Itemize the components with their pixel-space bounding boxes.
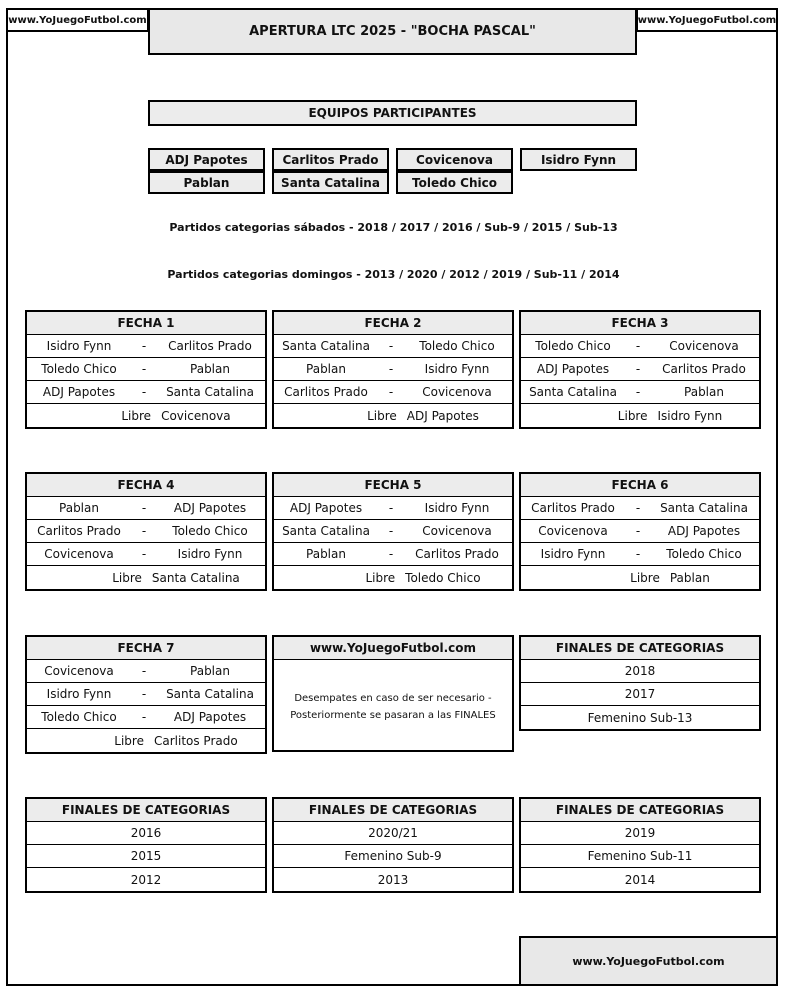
note-block (272, 635, 514, 752)
note-line-1: Desempates en caso de ser necesario - (294, 693, 492, 704)
match-separator: - (635, 339, 641, 353)
categoria-row: 2015 (27, 845, 265, 868)
match-row (27, 660, 265, 683)
team-cell: Isidro Fynn (520, 148, 637, 171)
categoria-row: 2014 (624, 872, 656, 887)
match-row (27, 543, 265, 566)
libre-team: Pablan (669, 570, 710, 585)
home-team: Carlitos Prado (531, 501, 615, 515)
match-row (27, 683, 265, 706)
match-separator: - (141, 687, 147, 701)
finales-title: FINALES DE CATEGORIAS (274, 799, 512, 822)
away-team: Toledo Chico (419, 339, 495, 353)
match-separator: - (388, 547, 394, 561)
match-row (274, 543, 512, 566)
match-row (521, 335, 759, 358)
match-separator: - (141, 385, 147, 399)
libre-label: Libre (365, 570, 396, 585)
home-team: Toledo Chico (41, 362, 117, 376)
away-team: ADJ Papotes (173, 501, 247, 515)
fecha-title: FECHA 1 (27, 312, 265, 335)
match-row (521, 497, 759, 520)
libre-team: Santa Catalina (151, 570, 240, 585)
match-row (27, 706, 265, 729)
away-team: Toledo Chico (666, 547, 742, 561)
match-row (274, 497, 512, 520)
footer-site-link[interactable]: www.YoJuegoFutbol.com (519, 936, 778, 986)
match-separator: - (141, 710, 147, 724)
categoria-row: 2016 (27, 822, 265, 845)
home-team: Santa Catalina (282, 339, 370, 353)
note-line-2: Posteriormente se pasaran a las FINALES (290, 710, 496, 721)
home-team: Toledo Chico (535, 339, 611, 353)
away-team: Covicenova (422, 385, 492, 399)
fecha-block (272, 472, 514, 591)
home-team: ADJ Papotes (42, 385, 116, 399)
finales-block (519, 635, 761, 731)
match-separator: - (141, 501, 147, 515)
libre-row (274, 566, 512, 589)
home-team: Santa Catalina (529, 385, 617, 399)
match-row (27, 358, 265, 381)
fecha-title: FECHA 6 (521, 474, 759, 497)
match-row (27, 520, 265, 543)
categoria-row: 2018 (521, 660, 759, 683)
page-title: APERTURA LTC 2025 - "BOCHA PASCAL" (148, 8, 637, 55)
fecha-block (519, 310, 761, 429)
team-cell: Carlitos Prado (272, 148, 389, 171)
libre-team: Toledo Chico (405, 570, 481, 585)
libre-row (521, 404, 759, 427)
match-separator: - (635, 524, 641, 538)
libre-row (274, 404, 512, 427)
home-team: Pablan (59, 501, 99, 515)
away-team: Santa Catalina (660, 501, 748, 515)
site-link-right[interactable]: www.YoJuegoFutbol.com (636, 8, 778, 32)
match-separator: - (635, 362, 641, 376)
match-row (521, 543, 759, 566)
match-separator: - (388, 524, 394, 538)
libre-team: ADJ Papotes (406, 408, 479, 423)
match-row (274, 335, 512, 358)
finales-title: FINALES DE CATEGORIAS (27, 799, 265, 822)
fecha-block (25, 635, 267, 754)
match-row (521, 381, 759, 404)
site-link-left[interactable]: www.YoJuegoFutbol.com (6, 8, 149, 32)
away-team: Santa Catalina (166, 687, 254, 701)
home-team: Isidro Fynn (46, 687, 112, 701)
categoria-row: 2020/21 (274, 822, 512, 845)
libre-row (27, 729, 265, 752)
libre-row (27, 566, 265, 589)
away-team: Toledo Chico (172, 524, 248, 538)
match-separator: - (388, 362, 394, 376)
libre-label: Libre (630, 570, 660, 585)
away-team: Carlitos Prado (168, 339, 252, 353)
away-team: Isidro Fynn (424, 362, 490, 376)
match-separator: - (141, 664, 147, 678)
match-separator: - (635, 385, 641, 399)
fecha-title: FECHA 2 (274, 312, 512, 335)
match-separator: - (141, 547, 147, 561)
categoria-row: 2017 (521, 683, 759, 706)
info-sabados: Partidos categorias sábados - 2018 / 2017 / 2016 / Sub-9 / 2015 / Sub-13 (169, 221, 618, 234)
match-row (521, 520, 759, 543)
categoria-row: 2012 (130, 872, 162, 887)
match-separator: - (388, 501, 394, 515)
away-team: Isidro Fynn (424, 501, 490, 515)
finales-block (519, 797, 761, 893)
away-team: Isidro Fynn (177, 547, 243, 561)
libre-label: Libre (617, 408, 648, 423)
home-team: Carlitos Prado (37, 524, 121, 538)
home-team: Isidro Fynn (46, 339, 112, 353)
home-team: ADJ Papotes (289, 501, 363, 515)
fecha-title: FECHA 3 (521, 312, 759, 335)
team-cell: Covicenova (396, 148, 513, 171)
libre-label: Libre (121, 408, 152, 423)
team-cell: Pablan (148, 171, 265, 194)
categoria-row: Femenino Sub-11 (521, 845, 759, 868)
fecha-title: FECHA 4 (27, 474, 265, 497)
team-cell: Santa Catalina (272, 171, 389, 194)
note-title[interactable]: www.YoJuegoFutbol.com (274, 637, 512, 660)
match-row (274, 381, 512, 404)
match-row (274, 520, 512, 543)
libre-row (27, 404, 265, 427)
match-row (27, 335, 265, 358)
match-separator: - (388, 339, 394, 353)
match-row (274, 358, 512, 381)
away-team: Pablan (190, 664, 230, 678)
fecha-block (25, 472, 267, 591)
categoria-row: Femenino Sub-9 (274, 845, 512, 868)
away-team: Pablan (684, 385, 724, 399)
match-separator: - (141, 362, 147, 376)
home-team: Pablan (306, 362, 346, 376)
libre-team: Carlitos Prado (153, 733, 238, 748)
match-row (521, 358, 759, 381)
info-domingos: Partidos categorias domingos - 2013 / 2020 / 2012 / 2019 / Sub-11 / 2014 (167, 268, 620, 281)
home-team: Pablan (306, 547, 346, 561)
home-team: Isidro Fynn (540, 547, 606, 561)
match-row (27, 381, 265, 404)
team-cell: ADJ Papotes (148, 148, 265, 171)
fecha-block (519, 472, 761, 591)
away-team: Carlitos Prado (662, 362, 746, 376)
team-cell: Toledo Chico (396, 171, 513, 194)
match-separator: - (388, 385, 394, 399)
home-team: Covicenova (538, 524, 608, 538)
finales-title: FINALES DE CATEGORIAS (521, 637, 759, 660)
finales-block (25, 797, 267, 893)
note-text (274, 660, 512, 754)
away-team: Santa Catalina (166, 385, 254, 399)
finales-title: FINALES DE CATEGORIAS (521, 799, 759, 822)
categoria-row: 2019 (521, 822, 759, 845)
fecha-block (272, 310, 514, 429)
fecha-title: FECHA 5 (274, 474, 512, 497)
match-separator: - (141, 339, 147, 353)
categoria-row: Femenino Sub-13 (587, 710, 693, 725)
home-team: Santa Catalina (282, 524, 370, 538)
match-row (27, 497, 265, 520)
fecha-title: FECHA 7 (27, 637, 265, 660)
home-team: Carlitos Prado (284, 385, 368, 399)
libre-label: Libre (367, 408, 397, 423)
away-team: ADJ Papotes (173, 710, 247, 724)
categoria-row: 2013 (377, 872, 409, 887)
away-team: Covicenova (422, 524, 492, 538)
libre-row (521, 566, 759, 589)
home-team: Toledo Chico (41, 710, 117, 724)
libre-label: Libre (114, 733, 144, 748)
away-team: Covicenova (669, 339, 739, 353)
match-separator: - (635, 501, 641, 515)
match-separator: - (141, 524, 147, 538)
equipos-header: EQUIPOS PARTICIPANTES (148, 100, 637, 126)
home-team: ADJ Papotes (536, 362, 610, 376)
fecha-block (25, 310, 267, 429)
libre-label: Libre (112, 570, 142, 585)
away-team: Pablan (190, 362, 230, 376)
away-team: Carlitos Prado (415, 547, 499, 561)
home-team: Covicenova (44, 547, 114, 561)
libre-team: Covicenova (161, 408, 231, 423)
libre-team: Isidro Fynn (657, 408, 723, 423)
home-team: Covicenova (44, 664, 114, 678)
match-separator: - (635, 547, 641, 561)
finales-block (272, 797, 514, 893)
away-team: ADJ Papotes (667, 524, 741, 538)
